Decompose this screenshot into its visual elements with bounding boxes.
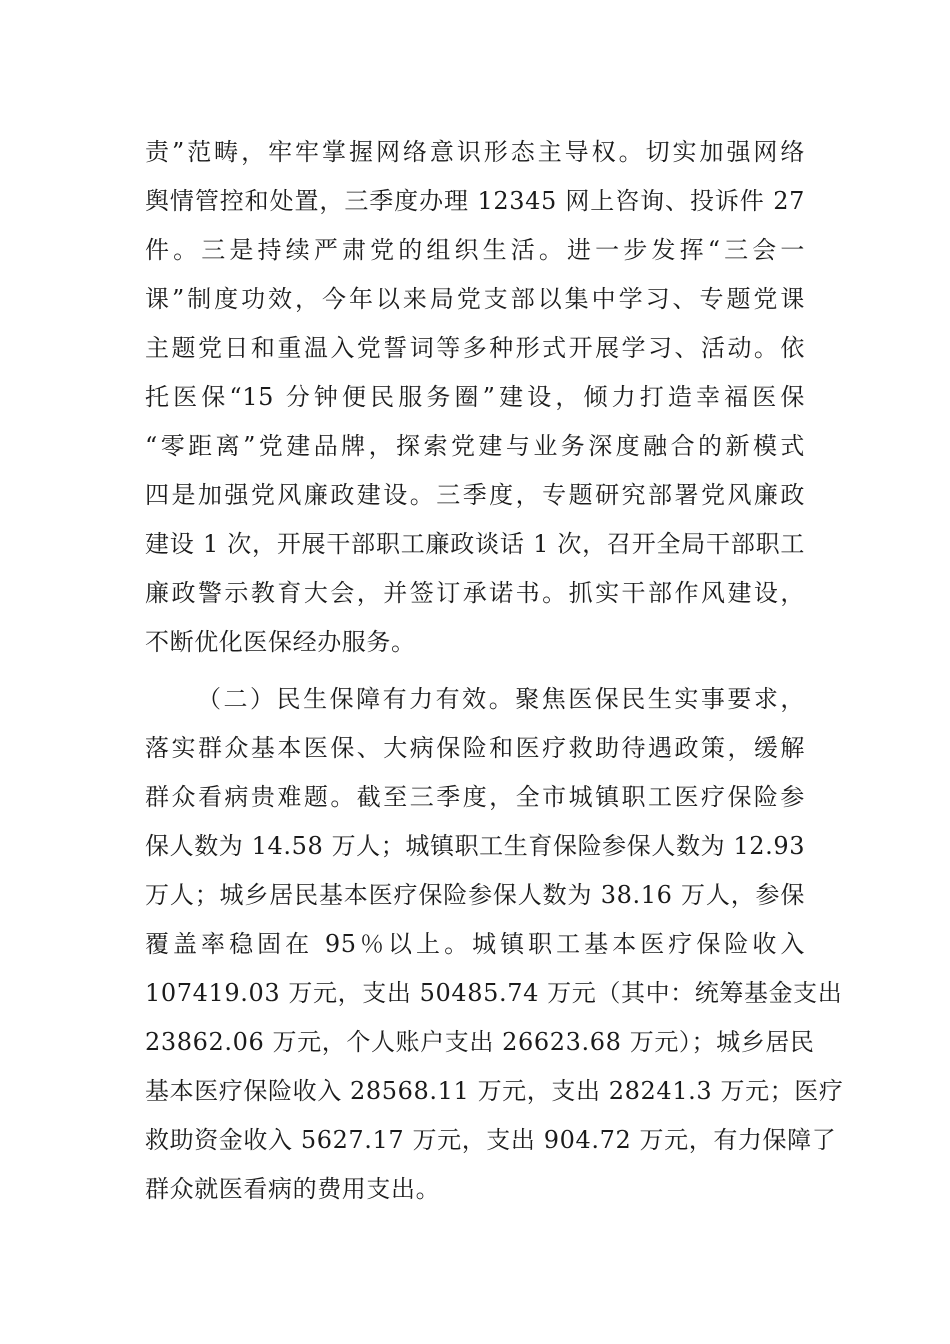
paragraph-party-building bbox=[145, 128, 805, 667]
text-line: 保人数为 14.58 万人；城镇职工生育保险参保人数为 12.93 bbox=[145, 832, 806, 860]
text-line: 四是加强党风廉政建设。三季度，专题研究部署党风廉政 bbox=[145, 481, 805, 509]
text-line: 覆盖率稳固在 95％以上。城镇职工基本医疗保险收入 bbox=[145, 930, 805, 958]
text-line: 万人；城乡居民基本医疗保险参保人数为 38.16 万人，参保 bbox=[145, 881, 805, 909]
text-line: 群众看病贵难题。截至三季度，全市城镇职工医疗保险参 bbox=[145, 783, 805, 811]
paragraph-livelihood-security bbox=[145, 675, 844, 1214]
text-line: 托医保“15 分钟便民服务圈”建设，倾力打造幸福医保 bbox=[145, 383, 805, 411]
text-line: 主题党日和重温入党誓词等多种形式开展学习、活动。依 bbox=[145, 334, 805, 362]
text-line: 责”范畴，牢牢掌握网络意识形态主导权。切实加强网络 bbox=[145, 138, 805, 166]
text-line: 课”制度功效，今年以来局党支部以集中学习、专题党课 bbox=[145, 285, 805, 313]
text-line: 基本医疗保险收入 28568.11 万元，支出 28241.3 万元；医疗 bbox=[145, 1077, 844, 1105]
section-heading-line: （二）民生保障有力有效。聚焦医保民生实事要求， bbox=[197, 685, 805, 713]
text-line: 舆情管控和处置，三季度办理 12345 网上咨询、投诉件 27 bbox=[145, 187, 805, 215]
text-line: 不断优化医保经办服务。 bbox=[145, 628, 416, 656]
text-line: 23862.06 万元，个人账户支出 26623.68 万元）；城乡居民 bbox=[145, 1028, 815, 1056]
text-line: 廉政警示教育大会，并签订承诺书。抓实干部作风建设， bbox=[145, 579, 805, 607]
text-line: 107419.03 万元，支出 50485.74 万元（其中：统筹基金支出 bbox=[145, 979, 843, 1007]
text-line: “零距离”党建品牌，探索党建与业务深度融合的新模式 bbox=[145, 432, 805, 460]
text-line: 救助资金收入 5627.17 万元，支出 904.72 万元，有力保障了 bbox=[145, 1126, 837, 1154]
text-line: 件。三是持续严肃党的组织生活。进一步发挥“三会一 bbox=[145, 236, 805, 264]
text-line: 落实群众基本医保、大病保险和医疗救助待遇政策，缓解 bbox=[145, 734, 805, 762]
text-line: 建设 1 次，开展干部职工廉政谈话 1 次，召开全局干部职工 bbox=[145, 530, 805, 558]
text-line: 群众就医看病的费用支出。 bbox=[145, 1175, 441, 1203]
